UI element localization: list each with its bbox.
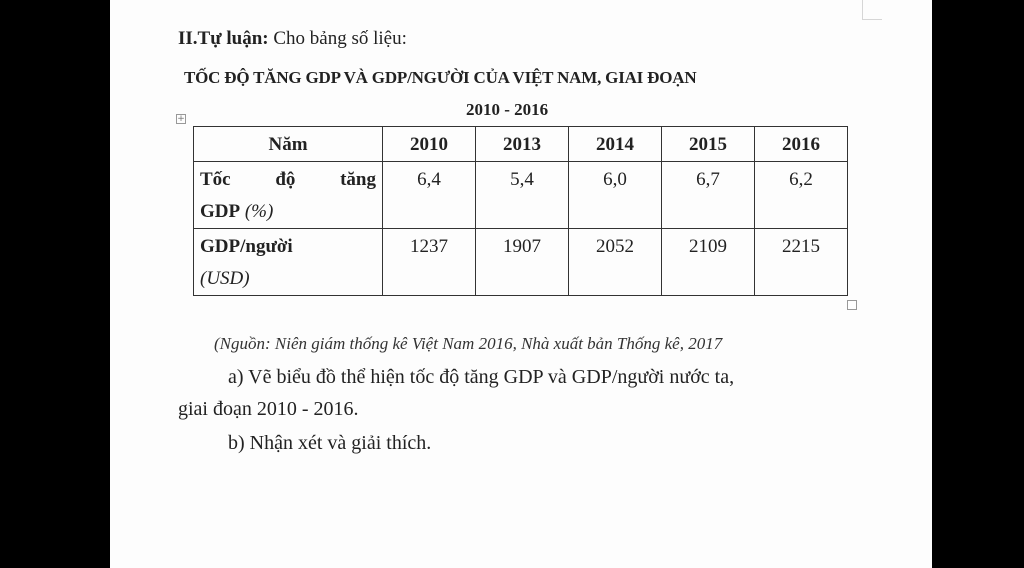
- table-title-line1: TỐC ĐỘ TĂNG GDP VÀ GDP/NGƯỜI CỦA VIỆT NAM, GIAI ĐOẠN: [184, 68, 697, 87]
- section-heading-bold: II.Tự luận:: [178, 28, 269, 49]
- row-label-gdp-per-capita: [194, 229, 383, 296]
- label-gdp: GDP: [200, 201, 241, 222]
- table-cell: 6,2: [755, 162, 848, 229]
- table-move-handle-icon[interactable]: +: [177, 114, 185, 124]
- header-cell: 2013: [476, 127, 569, 162]
- section-heading-text: Cho bảng số liệu:: [273, 28, 407, 49]
- label-gdp-per-capita: GDP/người: [200, 236, 293, 257]
- label-unit: (USD): [200, 268, 250, 289]
- table-cell: 2215: [755, 229, 848, 296]
- label-word: tăng: [340, 169, 376, 190]
- question-b: b) Nhận xét và giải thích.: [228, 432, 432, 454]
- table-cell: 2109: [662, 229, 755, 296]
- source-note: (Nguồn: Niên giám thống kê Việt Nam 2016, Nhà xuất bản Thống kê, 2017: [214, 334, 723, 353]
- row-label-line1: [200, 164, 376, 196]
- table-cell: 5,4: [476, 162, 569, 229]
- table-cell: 1907: [476, 229, 569, 296]
- label-unit: (%): [244, 201, 274, 222]
- table-row-gdp-per-capita: [194, 229, 848, 296]
- row-label-line1: [200, 231, 376, 263]
- section-heading: [178, 28, 407, 50]
- row-label-line2: [200, 263, 376, 295]
- table-cell: 6,4: [383, 162, 476, 229]
- header-cell: 2015: [662, 127, 755, 162]
- data-table: [193, 126, 848, 296]
- table-resize-handle[interactable]: [847, 300, 857, 310]
- page-corner-mark: [862, 0, 882, 20]
- table-cell: 6,0: [569, 162, 662, 229]
- table-cell: 2052: [569, 229, 662, 296]
- table-cell: 1237: [383, 229, 476, 296]
- table-row-gdp-growth: [194, 162, 848, 229]
- label-word: độ: [275, 169, 296, 190]
- table-header-row: [194, 127, 848, 162]
- header-cell: 2016: [755, 127, 848, 162]
- header-cell: 2010: [383, 127, 476, 162]
- header-cell-year: Năm: [194, 127, 383, 162]
- question-a-line2: giai đoạn 2010 - 2016.: [178, 398, 359, 420]
- header-cell: 2014: [569, 127, 662, 162]
- row-label-gdp-growth: [194, 162, 383, 229]
- label-word: Tốc: [200, 169, 231, 190]
- row-label-line2: [200, 196, 376, 228]
- table-cell: 6,7: [662, 162, 755, 229]
- question-a-line1: a) Vẽ biểu đồ thể hiện tốc độ tăng GDP và GDP/người nước ta,: [228, 366, 735, 388]
- table-title-line2: 2010 - 2016: [466, 100, 549, 119]
